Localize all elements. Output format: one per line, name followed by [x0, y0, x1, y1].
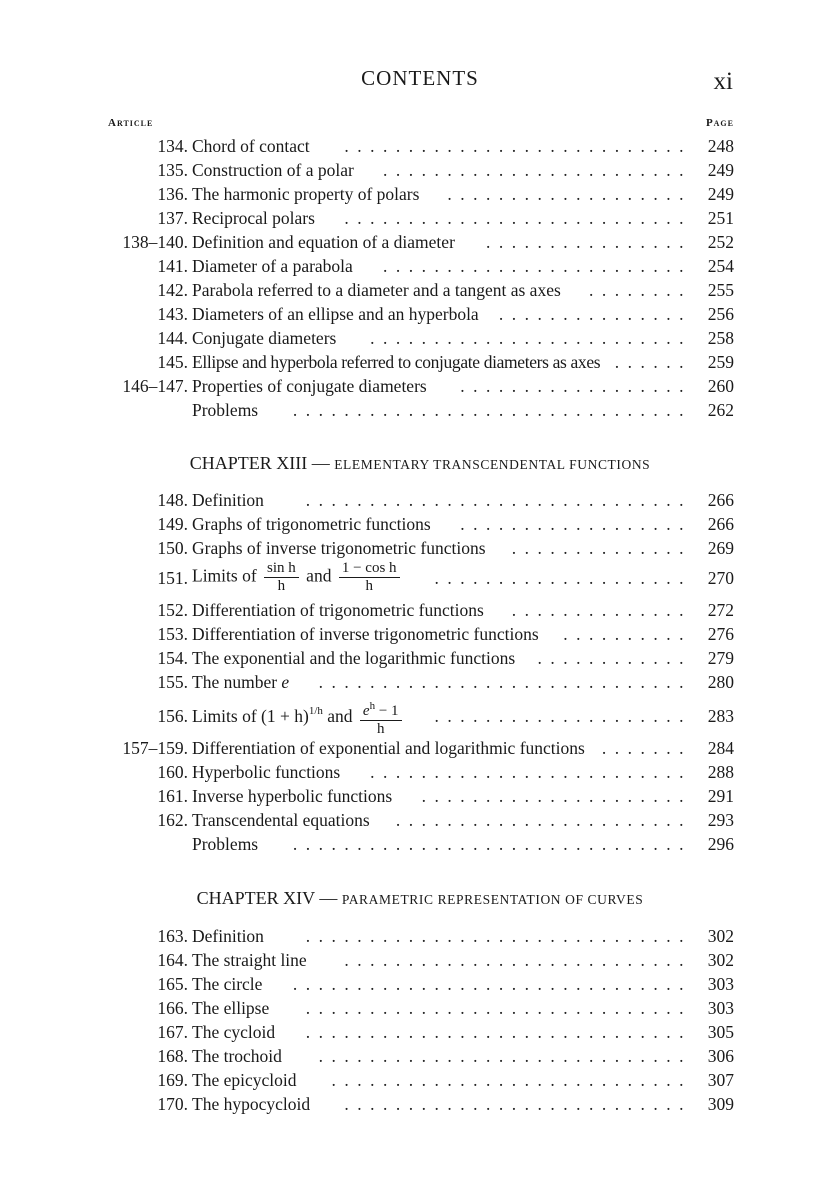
- dot-leader: .............................: [318, 672, 692, 692]
- entry-number: 167.: [157, 1022, 188, 1042]
- toc-entry: [0, 808, 840, 832]
- entry-page: 302: [707, 926, 734, 946]
- entry-number: 160.: [157, 762, 188, 782]
- running-head: [0, 66, 840, 96]
- dot-leader: ..........: [563, 624, 692, 644]
- toc-entry: [0, 326, 840, 350]
- entry-number: 136.: [157, 184, 188, 204]
- entry-number: 170.: [157, 1094, 188, 1114]
- entry-number: 154.: [157, 648, 188, 668]
- entry-number: 165.: [157, 974, 188, 994]
- fraction-numerator: [360, 698, 402, 721]
- entry-number: 155.: [157, 672, 188, 692]
- chapter-13-heading: [0, 453, 840, 474]
- toc-entry: [0, 206, 840, 230]
- entry-number: 151.: [157, 568, 188, 588]
- entry-number: 134.: [157, 136, 188, 156]
- entry-number: 143.: [157, 304, 188, 324]
- entry-title: Chord of contact: [192, 136, 310, 156]
- toc-entry: [0, 736, 840, 760]
- entry-title: Problems: [192, 834, 259, 854]
- dot-leader: ..............................: [305, 490, 692, 510]
- entry-number: 138–140.: [122, 232, 188, 252]
- toc-entry: [0, 924, 840, 948]
- toc-entry: [0, 784, 840, 808]
- toc-entry: [0, 302, 840, 326]
- numerator-rest: − 1: [375, 703, 399, 719]
- toc-entry: [0, 996, 840, 1020]
- entry-title: Graphs of inverse trigonometric functions: [192, 538, 486, 558]
- dot-leader: ..............................: [305, 926, 692, 946]
- entry-page: 307: [707, 1070, 734, 1090]
- toc-entry: [0, 230, 840, 254]
- entry-title: Definition and equation of a diameter: [192, 232, 455, 252]
- dot-leader: ..............................: [305, 1022, 692, 1042]
- entry-title: The circle: [192, 974, 263, 994]
- dot-leader: ...............................: [292, 974, 692, 994]
- entry-page: 269: [707, 538, 734, 558]
- entry-page: 306: [707, 1046, 734, 1066]
- dot-leader: .........................: [370, 328, 692, 348]
- toc-entry: [0, 536, 840, 560]
- entry-title: Differentiation of trigonometric functions: [192, 600, 484, 620]
- entry-title: Definition: [192, 490, 264, 510]
- toc-entry: [0, 598, 840, 622]
- entry-page: 266: [707, 514, 734, 534]
- article-column-heading: Article: [108, 117, 154, 129]
- entry-title-formula: [192, 560, 403, 595]
- page-title: CONTENTS: [361, 66, 479, 90]
- dot-leader: ...........................: [344, 1094, 692, 1114]
- dot-leader: ...............................: [292, 400, 692, 420]
- entry-page: 284: [707, 738, 734, 758]
- entry-title: The cycloid: [192, 1022, 276, 1042]
- toc-entry: [0, 760, 840, 784]
- entry-number: 149.: [157, 514, 188, 534]
- entry-page: 248: [707, 136, 734, 156]
- dot-leader: ....................: [434, 706, 692, 726]
- toc-entry: [0, 134, 840, 158]
- entry-number: 144.: [157, 328, 188, 348]
- entry-page: 256: [707, 304, 734, 324]
- entry-title: Limits of: [192, 565, 257, 586]
- toc-entry: [0, 278, 840, 302]
- symbol-e: e: [281, 672, 290, 692]
- entry-title: Parabola referred to a diameter and a tangent as axes: [192, 280, 561, 300]
- entry-title: Diameter of a parabola: [192, 256, 353, 276]
- dot-leader: ..................: [460, 376, 692, 396]
- toc-entry: [0, 350, 840, 374]
- dot-leader: ...........................: [344, 136, 692, 156]
- chapter-dash: —: [314, 888, 342, 908]
- entry-page: 270: [707, 568, 734, 588]
- entry-number: 163.: [157, 926, 188, 946]
- toc-entry: [0, 972, 840, 996]
- entry-title: The number: [192, 672, 278, 692]
- entry-title: The straight line: [192, 950, 307, 970]
- entry-title: The trochoid: [192, 1046, 282, 1066]
- entry-page: 291: [707, 786, 734, 806]
- entry-number: 168.: [157, 1046, 188, 1066]
- chapter-subtitle: PARAMETRIC REPRESENTATION OF CURVES: [341, 892, 644, 907]
- entry-title: Definition: [192, 926, 264, 946]
- toc-entry: [0, 512, 840, 536]
- entry-title: Ellipse and hyperbola referred to conjugate diameters as axes: [192, 352, 601, 372]
- entry-page: 288: [707, 762, 734, 782]
- entry-number: 135.: [157, 160, 188, 180]
- entry-page: 272: [707, 600, 734, 620]
- entry-title: Problems: [192, 400, 259, 420]
- entry-title: Construction of a polar: [192, 160, 354, 180]
- numerator-exponent: h: [369, 700, 376, 712]
- entry-title: Graphs of trigonometric functions: [192, 514, 431, 534]
- entry-page: 252: [707, 232, 734, 252]
- toc-entry: [0, 1068, 840, 1092]
- entry-page: 262: [707, 400, 734, 420]
- entry-title: Hyperbolic functions: [192, 762, 341, 782]
- toc-entry: [0, 832, 840, 856]
- dot-leader: .......: [601, 738, 692, 758]
- entry-title: Diameters of an ellipse and an hyperbola: [192, 304, 479, 324]
- fraction-numerator: 1 − cos h: [339, 560, 400, 578]
- toc-entry: [0, 374, 840, 398]
- dot-leader: .........................: [370, 762, 692, 782]
- fraction-denominator: h: [277, 578, 286, 594]
- entry-number: 141.: [157, 256, 188, 276]
- entry-number: 156.: [157, 706, 188, 726]
- toc-entry: [0, 622, 840, 646]
- fraction-e-h-minus-1-over-h: [360, 698, 402, 738]
- entry-page: 260: [707, 376, 734, 396]
- chapter-dash: —: [307, 453, 335, 473]
- dot-leader: ............................: [331, 1070, 692, 1090]
- toc-entry: [0, 158, 840, 182]
- entry-title: Limits of: [192, 706, 257, 727]
- dot-leader: ...................: [447, 184, 692, 204]
- entry-page: 280: [707, 672, 734, 692]
- toc-entry: [0, 646, 840, 670]
- entry-page: 279: [707, 648, 734, 668]
- dot-leader: ...........................: [344, 208, 692, 228]
- dot-leader: ........................: [383, 160, 692, 180]
- dot-leader: ............: [537, 648, 692, 668]
- fraction-one-minus-cos-h-over-h: [339, 560, 400, 595]
- entry-page: 249: [707, 160, 734, 180]
- entry-number: 161.: [157, 786, 188, 806]
- chapter-subtitle: ELEMENTARY TRANSCENDENTAL FUNCTIONS: [334, 457, 651, 472]
- numerator-base: e: [362, 703, 370, 719]
- dot-leader: ..............................: [305, 998, 692, 1018]
- toc-entry: [0, 670, 840, 694]
- entry-number: 162.: [157, 810, 188, 830]
- conjunction: and: [306, 565, 332, 586]
- dot-leader: ...........................: [344, 950, 692, 970]
- fraction-denominator: h: [376, 721, 385, 737]
- toc-entry: [0, 488, 840, 512]
- chapter-label: CHAPTER XIV: [196, 888, 315, 908]
- conjunction: and: [327, 706, 353, 727]
- toc-entry: [0, 254, 840, 278]
- entry-number: 137.: [157, 208, 188, 228]
- entry-page: 266: [707, 490, 734, 510]
- chapter-label: CHAPTER XIII: [189, 453, 308, 473]
- page-column-heading: Page: [705, 117, 734, 129]
- entry-page: 258: [707, 328, 734, 348]
- entry-page: 259: [707, 352, 734, 372]
- entry-number: 164.: [157, 950, 188, 970]
- expression-base: (1 + h): [261, 706, 309, 727]
- dot-leader: ..................: [460, 514, 692, 534]
- fraction-sin-h-over-h: [264, 560, 299, 595]
- entry-number: 169.: [157, 1070, 188, 1090]
- entry-title: Transcendental equations: [192, 810, 370, 830]
- dot-leader: ....................: [434, 568, 692, 588]
- exponent-one-over-h: 1/h: [308, 705, 323, 718]
- dot-leader: .......................: [395, 810, 692, 830]
- entry-number: 153.: [157, 624, 188, 644]
- entry-page: 255: [707, 280, 734, 300]
- dot-leader: ...............................: [292, 834, 692, 854]
- toc-entry: [0, 1092, 840, 1116]
- entry-page: 303: [707, 974, 734, 994]
- entry-number: 148.: [157, 490, 188, 510]
- toc-entry: [0, 948, 840, 972]
- entry-number: 152.: [157, 600, 188, 620]
- chapter-14-heading: [0, 888, 840, 909]
- dot-leader: ................: [486, 232, 692, 252]
- entry-page: 309: [707, 1094, 734, 1114]
- page-number: xi: [713, 68, 733, 95]
- entry-title-formula: [192, 670, 289, 694]
- dot-leader: .............................: [318, 1046, 692, 1066]
- toc-entry: [0, 1044, 840, 1068]
- toc-entry: [0, 182, 840, 206]
- entry-title: The harmonic property of polars: [192, 184, 420, 204]
- entry-page: 276: [707, 624, 734, 644]
- fraction-numerator: sin h: [264, 560, 299, 578]
- entry-number: 150.: [157, 538, 188, 558]
- entry-page: 303: [707, 998, 734, 1018]
- entry-number: 166.: [157, 998, 188, 1018]
- dot-leader: ..............: [511, 600, 692, 620]
- dot-leader: ........: [589, 280, 692, 300]
- dot-leader: .....................: [421, 786, 692, 806]
- entry-number: 146–147.: [122, 376, 188, 396]
- entry-title: Conjugate diameters: [192, 328, 337, 348]
- entry-title: The ellipse: [192, 998, 270, 1018]
- dot-leader: ...............: [498, 304, 692, 324]
- entry-title: Properties of conjugate diameters: [192, 376, 427, 396]
- dot-leader: ..............: [511, 538, 692, 558]
- toc-entry: [0, 700, 840, 740]
- entry-number: 145.: [157, 352, 188, 372]
- entry-page: 251: [707, 208, 734, 228]
- entry-title: The hypocycloid: [192, 1094, 311, 1114]
- entry-title: The exponential and the logarithmic functions: [192, 648, 516, 668]
- dot-leader: ......: [614, 352, 692, 372]
- entry-title-formula: [192, 698, 405, 738]
- entry-page: 283: [707, 706, 734, 726]
- entry-page: 293: [707, 810, 734, 830]
- entry-title: Differentiation of inverse trigonometric functions: [192, 624, 539, 644]
- entry-number: 157–159.: [122, 738, 188, 758]
- toc-entry: [0, 398, 840, 422]
- entry-page: 254: [707, 256, 734, 276]
- entry-title: Inverse hyperbolic functions: [192, 786, 393, 806]
- entry-number: 142.: [157, 280, 188, 300]
- entry-page: 302: [707, 950, 734, 970]
- dot-leader: ........................: [383, 256, 692, 276]
- toc-entry: [0, 1020, 840, 1044]
- fraction-denominator: h: [365, 578, 373, 594]
- entry-title: Reciprocal polars: [192, 208, 315, 228]
- entry-title: Differentiation of exponential and logarithmic functions: [192, 738, 585, 758]
- entry-page: 249: [707, 184, 734, 204]
- entry-page: 296: [707, 834, 734, 854]
- entry-page: 305: [707, 1022, 734, 1042]
- entry-title: The epicycloid: [192, 1070, 297, 1090]
